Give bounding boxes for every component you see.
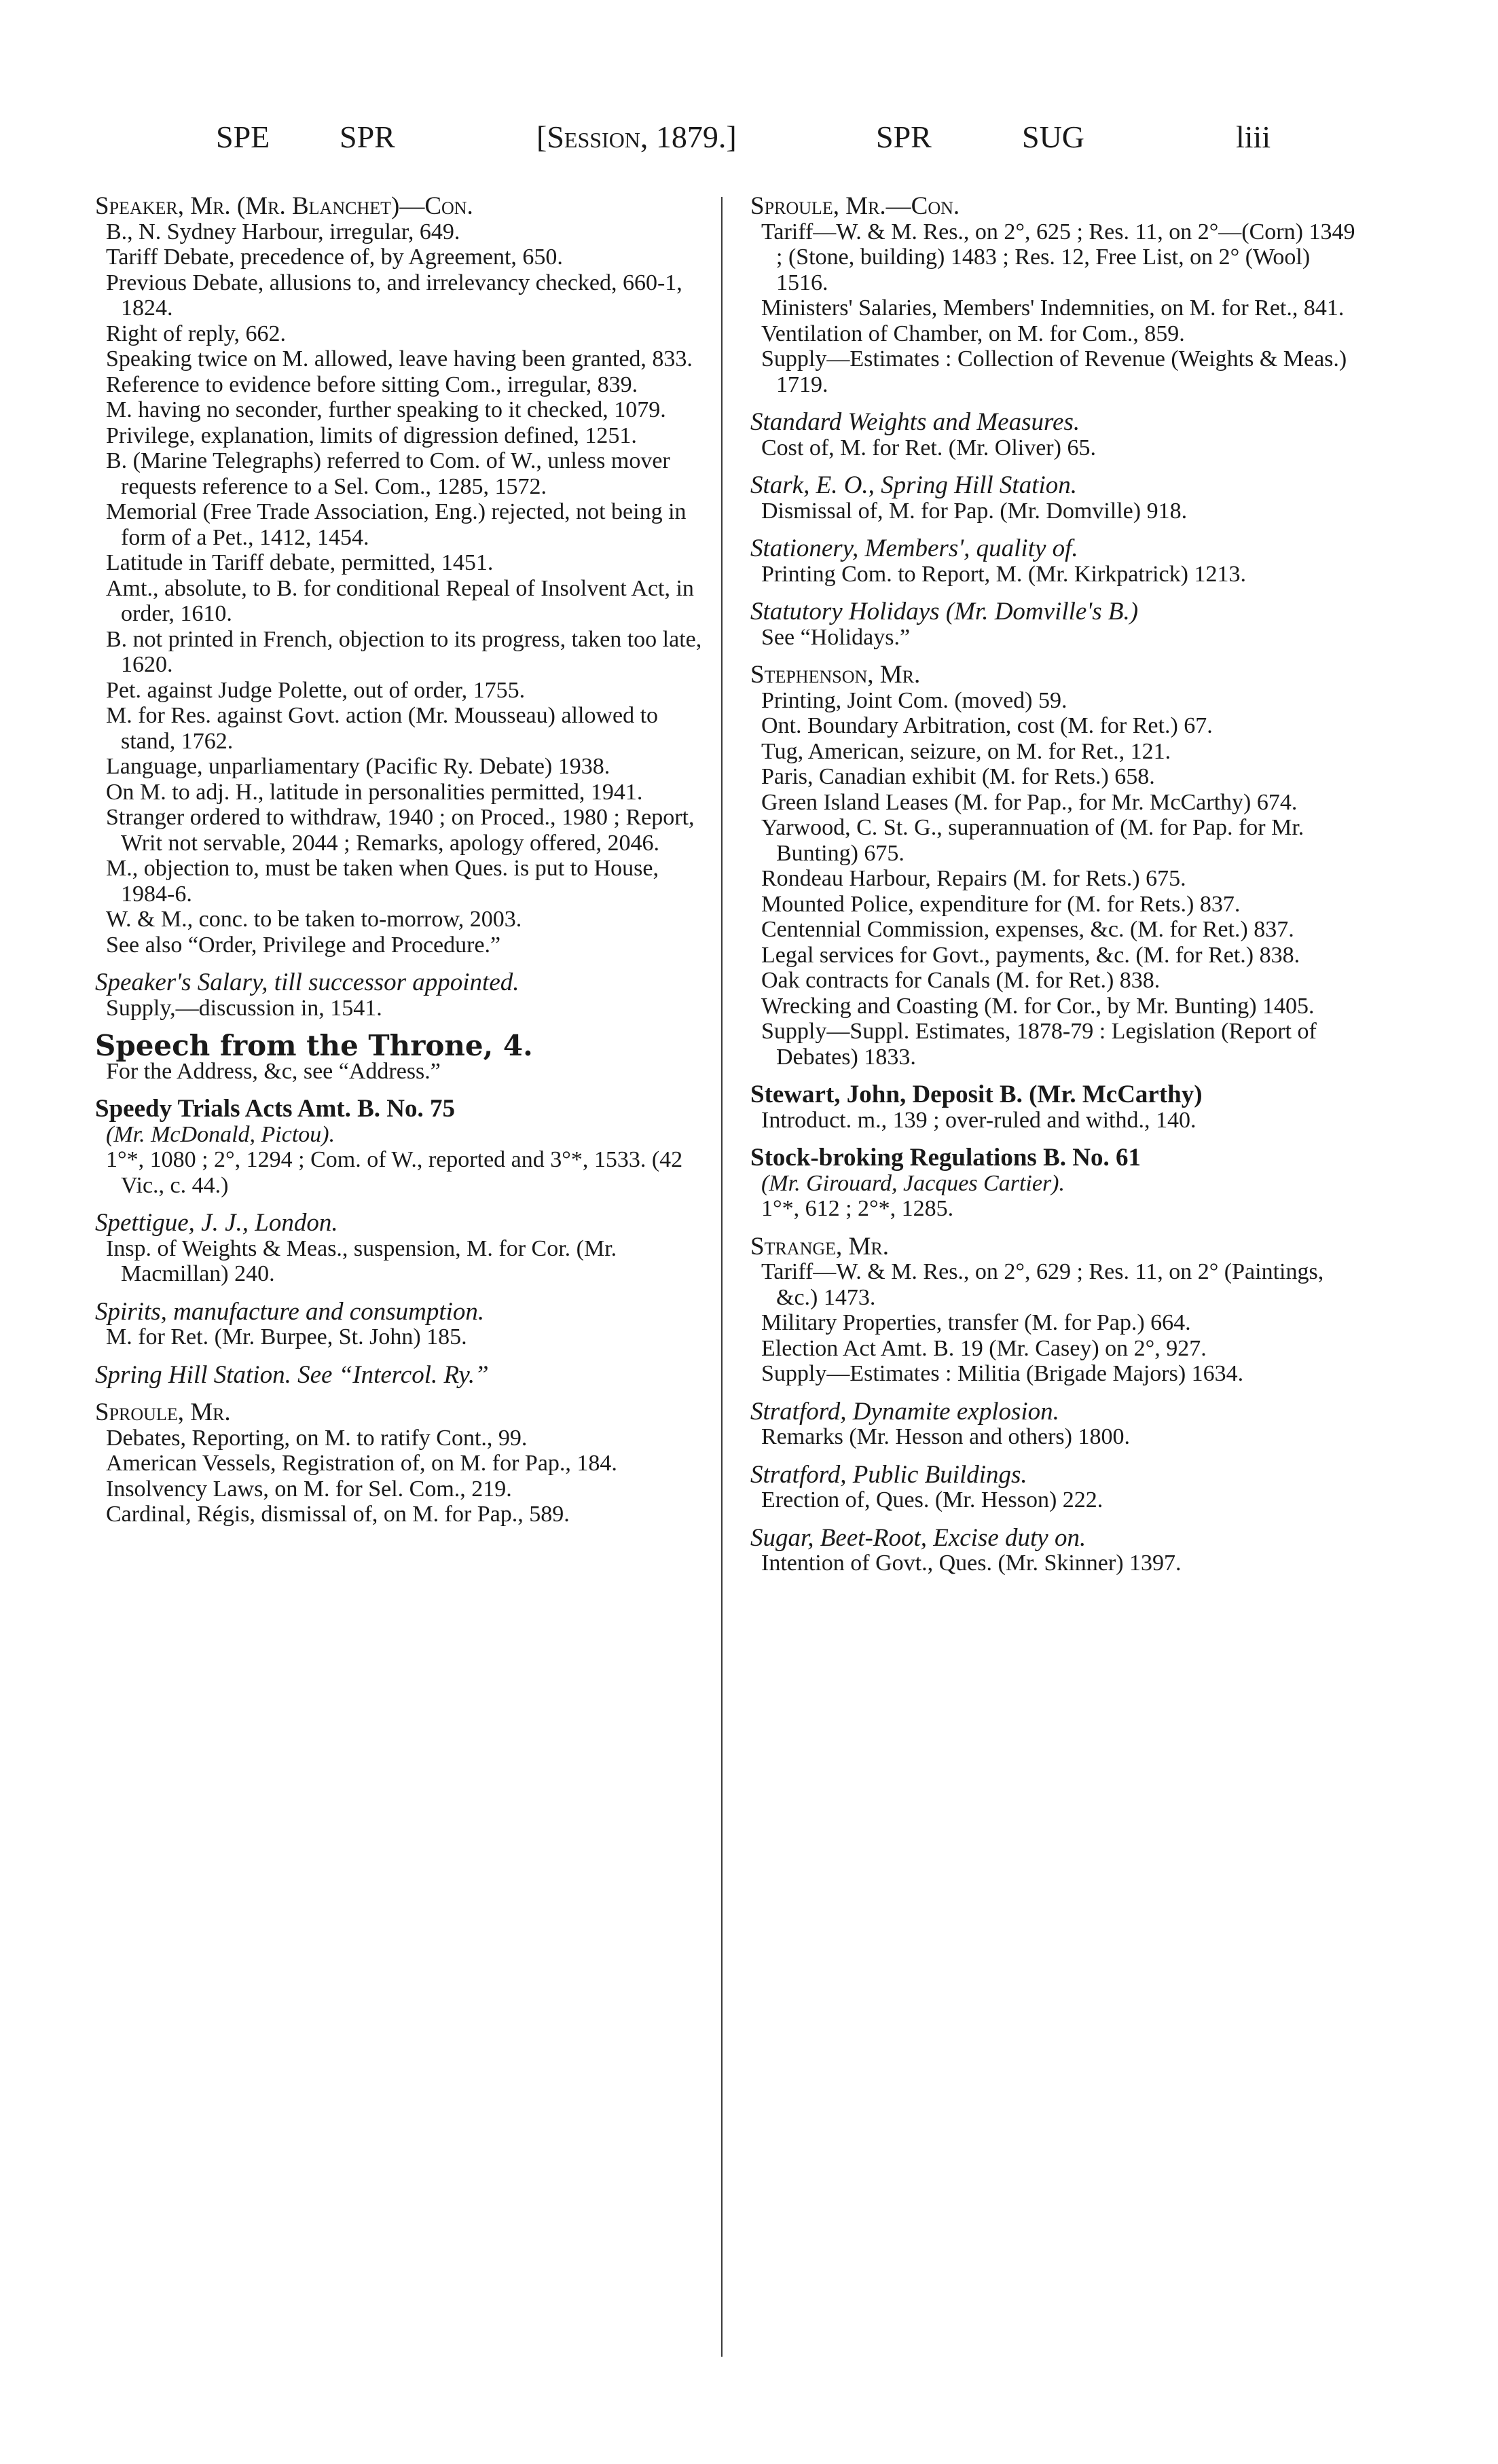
entry-line: Wrecking and Coasting (M. for Cor., by Mr. Bunting) 1405. — [761, 993, 1315, 1019]
left-column — [95, 194, 706, 1540]
entry-line: W. & M., conc. to be taken to-morrow, 2003. — [106, 907, 522, 932]
entry-line: On M. to adj. H., latitude in personalities permitted, 1941. — [106, 779, 643, 805]
entry-line: Reference to evidence before sitting Com., irregular, 839. — [106, 372, 638, 397]
entry-heading: Speech from the Throne, 4. — [95, 1029, 533, 1062]
entry-heading: Speedy Trials Acts Amt. B. No. 75 — [95, 1095, 456, 1123]
entry-line: Erection of, Ques. (Mr. Hesson) 222. — [761, 1487, 1103, 1512]
entry-heading: Spirits, manufacture and consumption. — [95, 1297, 485, 1326]
index-entry-stratford-dynamite — [750, 1399, 1362, 1450]
header-left-key-1: SPE — [216, 120, 270, 154]
entry-line: Memorial (Free Trade Association, Eng.) rejected, not being in form of a Pet., 1412, 1454. — [106, 499, 687, 550]
entry-line: Tariff—W. & M. Res., on 2°, 629 ; Res. 11, on 2° (Paintings, &c.) 1473. — [761, 1259, 1324, 1310]
entry-subheading: (Mr. McDonald, Pictou). — [106, 1121, 335, 1147]
entry-line: Rondeau Harbour, Repairs (M. for Rets.) 675. — [761, 866, 1186, 891]
index-entry-speech-throne — [95, 1029, 706, 1084]
entry-line: Pet. against Judge Polette, out of order, 1755. — [106, 677, 526, 703]
entry-line: Paris, Canadian exhibit (M. for Rets.) 658. — [761, 764, 1155, 789]
entry-line: M. for Ret. (Mr. Burpee, St. John) 185. — [106, 1324, 467, 1349]
entry-line: Ont. Boundary Arbitration, cost (M. for Ret.) 67. — [761, 713, 1213, 738]
entry-heading: Statutory Holidays (Mr. Domville's B.) — [750, 598, 1139, 626]
header-right-key-1: SPR — [876, 120, 932, 154]
entry-line: Intention of Govt., Ques. (Mr. Skinner) 1397. — [761, 1551, 1182, 1576]
index-entry-stephenson — [750, 662, 1362, 1070]
entry-line: M., objection to, must be taken when Ques. is put to House, 1984-6. — [106, 856, 659, 907]
entry-line: Military Properties, transfer (M. for Pap.) 664. — [761, 1310, 1191, 1335]
index-entry-standard-weights — [750, 410, 1362, 460]
entry-line: Latitude in Tariff debate, permitted, 1451. — [106, 550, 494, 575]
index-entry-stock-broking — [750, 1145, 1362, 1222]
entry-line: Tug, American, seizure, on M. for Ret., 121. — [761, 738, 1171, 764]
entry-line: 1°*, 612 ; 2°*, 1285. — [761, 1196, 954, 1221]
entry-line: Speaking twice on M. allowed, leave having been granted, 833. — [106, 346, 693, 372]
entry-line: Election Act Amt. B. 19 (Mr. Casey) on 2°, 927. — [761, 1335, 1207, 1361]
entry-line: Language, unparliamentary (Pacific Ry. Debate) 1938. — [106, 754, 610, 779]
entry-line: 1°*, 1080 ; 2°, 1294 ; Com. of W., reported and 3°*, 1533. (42 Vic., c. 44.) — [106, 1147, 683, 1198]
entry-line: Cost of, M. for Ret. (Mr. Oliver) 65. — [761, 435, 1096, 460]
entry-line: B., N. Sydney Harbour, irregular, 649. — [106, 219, 460, 244]
entry-line: Supply—Suppl. Estimates, 1878-79 : Legislation (Report of Debates) 1833. — [761, 1019, 1317, 1070]
entry-heading: Stephenson, Mr. — [750, 661, 921, 689]
entry-line: Centennial Commission, expenses, &c. (M. for Ret.) 837. — [761, 917, 1294, 942]
index-entry-spring-hill — [95, 1362, 706, 1388]
entry-line: American Vessels, Registration of, on M. for Pap., 184. — [106, 1451, 617, 1476]
index-entry-spirits — [95, 1299, 706, 1350]
index-entry-strange — [750, 1234, 1362, 1387]
entry-line: Introduct. m., 139 ; over-ruled and withd., 140. — [761, 1107, 1196, 1133]
entry-line: Right of reply, 662. — [106, 321, 287, 346]
header-right-key-2: SUG — [1022, 120, 1085, 154]
entry-line: Privilege, explanation, limits of digression defined, 1251. — [106, 422, 637, 448]
entry-line: Ministers' Salaries, Members' Indemnities, on M. for Ret., 841. — [761, 295, 1345, 321]
entry-line: Stranger ordered to withdraw, 1940 ; on Proced., 1980 ; Report, Writ not servable, 2044 ; Remarks, apology offered, 2046. — [106, 805, 695, 856]
entry-heading: Stock-broking Regulations B. No. 61 — [750, 1144, 1141, 1172]
see-also-reference: See also “Order, Privilege and Procedure.” — [106, 932, 501, 958]
entry-heading: Stratford, Dynamite explosion. — [750, 1397, 1059, 1426]
entry-line: Tariff Debate, precedence of, by Agreement, 650. — [106, 244, 563, 270]
entry-line: Printing, Joint Com. (moved) 59. — [761, 687, 1067, 713]
entry-heading: Speaker's Salary, till successor appointed. — [95, 968, 519, 996]
entry-heading: Spring Hill Station. See “Intercol. Ry.” — [95, 1360, 489, 1389]
entry-subheading: (Mr. Girouard, Jacques Cartier). — [761, 1170, 1065, 1196]
entry-heading: Spettigue, J. J., London. — [95, 1209, 338, 1237]
index-entry-spettigue — [95, 1210, 706, 1287]
entry-line: Mounted Police, expenditure for (M. for Rets.) 837. — [761, 891, 1241, 917]
entry-line: See “Holidays.” — [761, 624, 911, 650]
index-entry-sugar — [750, 1525, 1362, 1576]
right-column — [750, 194, 1362, 1589]
entry-line: Green Island Leases (M. for Pap., for Mr. McCarthy) 674. — [761, 789, 1298, 815]
entry-heading: Stationery, Members', quality of. — [750, 535, 1078, 562]
entry-heading: Sproule, Mr. — [95, 1398, 231, 1426]
column-divider — [721, 197, 723, 2357]
index-entry-stark — [750, 473, 1362, 524]
entry-line: B. (Marine Telegraphs) referred to Com. of W., unless mover requests reference to a Sel. Com., 1285, 1572. — [106, 448, 670, 499]
entry-line: Dismissal of, M. for Pap. (Mr. Domville) 918. — [761, 498, 1188, 524]
entry-line: Printing Com. to Report, M. (Mr. Kirkpatrick) 1213. — [761, 561, 1246, 587]
entry-heading: Strange, Mr. — [750, 1232, 890, 1261]
entry-line: Cardinal, Régis, dismissal of, on M. for Pap., 589. — [106, 1502, 570, 1527]
page-number: liii — [1236, 120, 1271, 154]
entry-line: Legal services for Govt., payments, &c. (M. for Ret.) 838. — [761, 942, 1300, 968]
index-entry-sproule — [95, 1400, 706, 1527]
index-entry-stratford-buildings — [750, 1462, 1362, 1513]
entry-heading: Speaker, Mr. (Mr. Blanchet)—Con. — [95, 192, 473, 220]
index-entry-stewart — [750, 1082, 1362, 1133]
entry-heading: Stark, E. O., Spring Hill Station. — [750, 471, 1077, 499]
header-session: [Session, 1879.] — [536, 120, 737, 154]
entry-line: Supply—Estimates : Militia (Brigade Majors) 1634. — [761, 1361, 1244, 1386]
entry-line: For the Address, &c, see “Address.” — [106, 1058, 441, 1084]
entry-line: Previous Debate, allusions to, and irrelevancy checked, 660-1, 1824. — [106, 270, 682, 321]
index-entry-speakers-salary — [95, 970, 706, 1021]
index-entry-speaker — [95, 194, 706, 958]
entry-heading: Stewart, John, Deposit B. (Mr. McCarthy) — [750, 1081, 1203, 1108]
entry-heading: Stratford, Public Buildings. — [750, 1460, 1027, 1489]
index-entry-speedy-trials — [95, 1096, 706, 1198]
entry-line: M. for Res. against Govt. action (Mr. Mousseau) allowed to stand, 1762. — [106, 703, 659, 754]
entry-line: Insolvency Laws, on M. for Sel. Com., 219. — [106, 1476, 512, 1502]
entry-line: Supply,—discussion in, 1541. — [106, 995, 382, 1021]
entry-heading: Standard Weights and Measures. — [750, 408, 1080, 436]
page-header — [0, 119, 1498, 166]
entry-line: Amt., absolute, to B. for conditional Repeal of Insolvent Act, in order, 1610. — [106, 575, 694, 626]
entry-line: Insp. of Weights & Meas., suspension, M. for Cor. (Mr. Macmillan) 240. — [106, 1235, 617, 1286]
entry-line: Supply—Estimates : Collection of Revenue (Weights & Meas.) 1719. — [761, 346, 1347, 397]
entry-line: Debates, Reporting, on M. to ratify Cont., 99. — [106, 1425, 528, 1451]
entry-heading: Sproule, Mr.—Con. — [750, 192, 960, 220]
entry-heading: Sugar, Beet-Root, Excise duty on. — [750, 1523, 1086, 1552]
header-left-key-2: SPR — [340, 120, 395, 154]
entry-line: Yarwood, C. St. G., superannuation of (M. for Pap. for Mr. Bunting) 675. — [761, 815, 1304, 866]
entry-line: Ventilation of Chamber, on M. for Com., 859. — [761, 321, 1185, 346]
index-entry-sproule-continued — [750, 194, 1362, 397]
index-entry-stationery — [750, 536, 1362, 587]
entry-line: Oak contracts for Canals (M. for Ret.) 838. — [761, 968, 1161, 993]
entry-line: Remarks (Mr. Hesson and others) 1800. — [761, 1424, 1130, 1449]
index-entry-statutory-holidays — [750, 599, 1362, 650]
entry-line: B. not printed in French, objection to its progress, taken too late, 1620. — [106, 626, 702, 677]
entry-line: Tariff—W. & M. Res., on 2°, 625 ; Res. 11, on 2°—(Corn) 1349 ; (Stone, building) 1483 ; Res. 12, Free List, on 2° (Wool) 1516. — [761, 219, 1355, 295]
entry-line: M. having no seconder, further speaking to it checked, 1079. — [106, 397, 666, 422]
